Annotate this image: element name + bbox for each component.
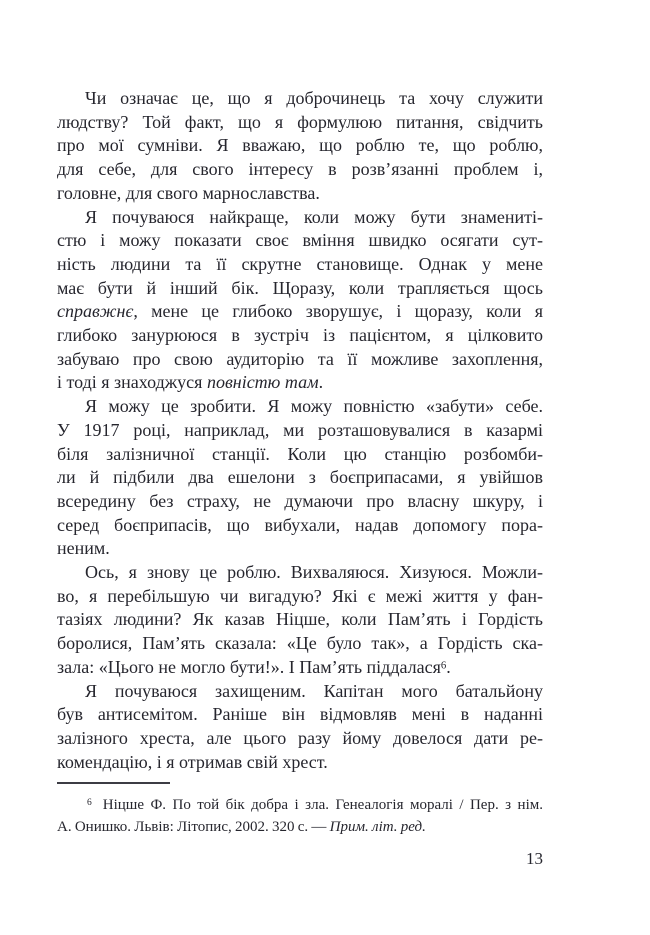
- text-line: [57, 371, 543, 395]
- text-line: Я почуваюся захищеним. Капітан мого батальйону: [85, 680, 543, 701]
- text-line: для себе, для свого інтересу в розв’язанні проблем і,: [57, 159, 543, 180]
- footnote-line: [57, 795, 543, 817]
- text-line: комендацію, і я отримав свій хрест.: [57, 751, 328, 772]
- text-line: Я можу це зробити. Я можу повністю «забути» себе.: [85, 396, 543, 417]
- footnote-editor-note: Прим. літ. ред.: [329, 818, 426, 835]
- paragraph: [57, 206, 543, 396]
- text-line: залізного хреста, але цього разу йому довелося дати ре-: [57, 727, 543, 748]
- text-run: , мене це глибоко зворушує, і щоразу, коли я: [133, 301, 543, 322]
- text-line: ність людини та її скрутне становище. Однак у мене: [57, 253, 543, 274]
- footnote-separator: [57, 782, 170, 784]
- text-line: У 1917 році, наприклад, ми розташовувалися в казармі: [57, 419, 543, 440]
- text-line: був антисемітом. Раніше він відмовляв мені в наданні: [57, 704, 543, 725]
- text-run: .: [446, 656, 451, 677]
- paragraph: [57, 561, 543, 680]
- paragraph: [57, 87, 543, 206]
- text-run: і тоді я знаходжуся: [57, 372, 207, 393]
- text-run: зала: «Цього не могло бути!». І Пам’ять піддалася: [57, 656, 441, 677]
- text-line: головне, для свого марнославства.: [57, 182, 320, 203]
- text-line: боролися, Пам’ять сказала: «Це було так», а Гордість ска-: [57, 633, 543, 654]
- text-line: Ось, я знову це роблю. Вихваляюся. Хизуюся. Можли-: [85, 562, 543, 583]
- paragraph: [57, 395, 543, 561]
- page-number: 13: [526, 849, 543, 868]
- page-body-text: [57, 87, 543, 774]
- text-line: во, я перебільшую чи вигадую? Які є межі життя у фан-: [57, 585, 543, 606]
- text-line: стю і можу показати своє вміння швидко осягати сут-: [57, 230, 543, 251]
- italic-phrase: справжнє: [57, 301, 134, 322]
- text-line: всередину без страху, не думаючи про власну шкуру, і: [57, 490, 543, 511]
- footnote-text: А. Онишко. Львів: Літопис, 2002. 320 с. —: [57, 818, 330, 835]
- text-line: Чи означає це, що я доброчинець та хочу служити: [85, 88, 543, 108]
- text-line: забуваю про свою аудиторію та її можливе захоплення,: [57, 348, 543, 369]
- paragraph: [57, 680, 543, 775]
- footnote-text: Ніцше Ф. По той бік добра і зла. Генеалогія моралі / Пер. з нім.: [102, 797, 543, 813]
- text-line: біля залізничної станції. Коли цю станцію розбомби-: [57, 443, 543, 464]
- text-line: людству? Той факт, що я формулюю питання, свідчить: [57, 111, 543, 132]
- text-line: серед боєприпасів, що вибухали, надав допомогу пора-: [57, 514, 543, 535]
- footnote-reference: 6: [440, 659, 447, 672]
- text-line: неним.: [57, 538, 110, 559]
- text-line: тазіях людини? Як казав Ніцше, коли Пам’ять і Гордість: [57, 609, 543, 630]
- text-line: має бути й інший бік. Щоразу, коли трапляється щось: [57, 277, 543, 298]
- text-run: .: [318, 372, 324, 393]
- footnote-line: [57, 817, 543, 839]
- text-line: [57, 300, 543, 324]
- text-line: ли й підбили два ешелони з боєприпасами, я увійшов: [57, 467, 543, 488]
- text-line: про мої сумніви. Я вважаю, що роблю те, що роблю,: [57, 135, 543, 156]
- text-line: глибоко занурююся в зустріч із пацієнтом, я цілковито: [57, 325, 543, 346]
- footnote-marker: 6: [87, 797, 92, 808]
- footnote: [57, 795, 543, 839]
- text-line: [57, 656, 543, 680]
- text-line: Я почуваюся найкраще, коли можу бути знамениті-: [85, 206, 543, 227]
- italic-phrase: повністю там: [206, 372, 319, 393]
